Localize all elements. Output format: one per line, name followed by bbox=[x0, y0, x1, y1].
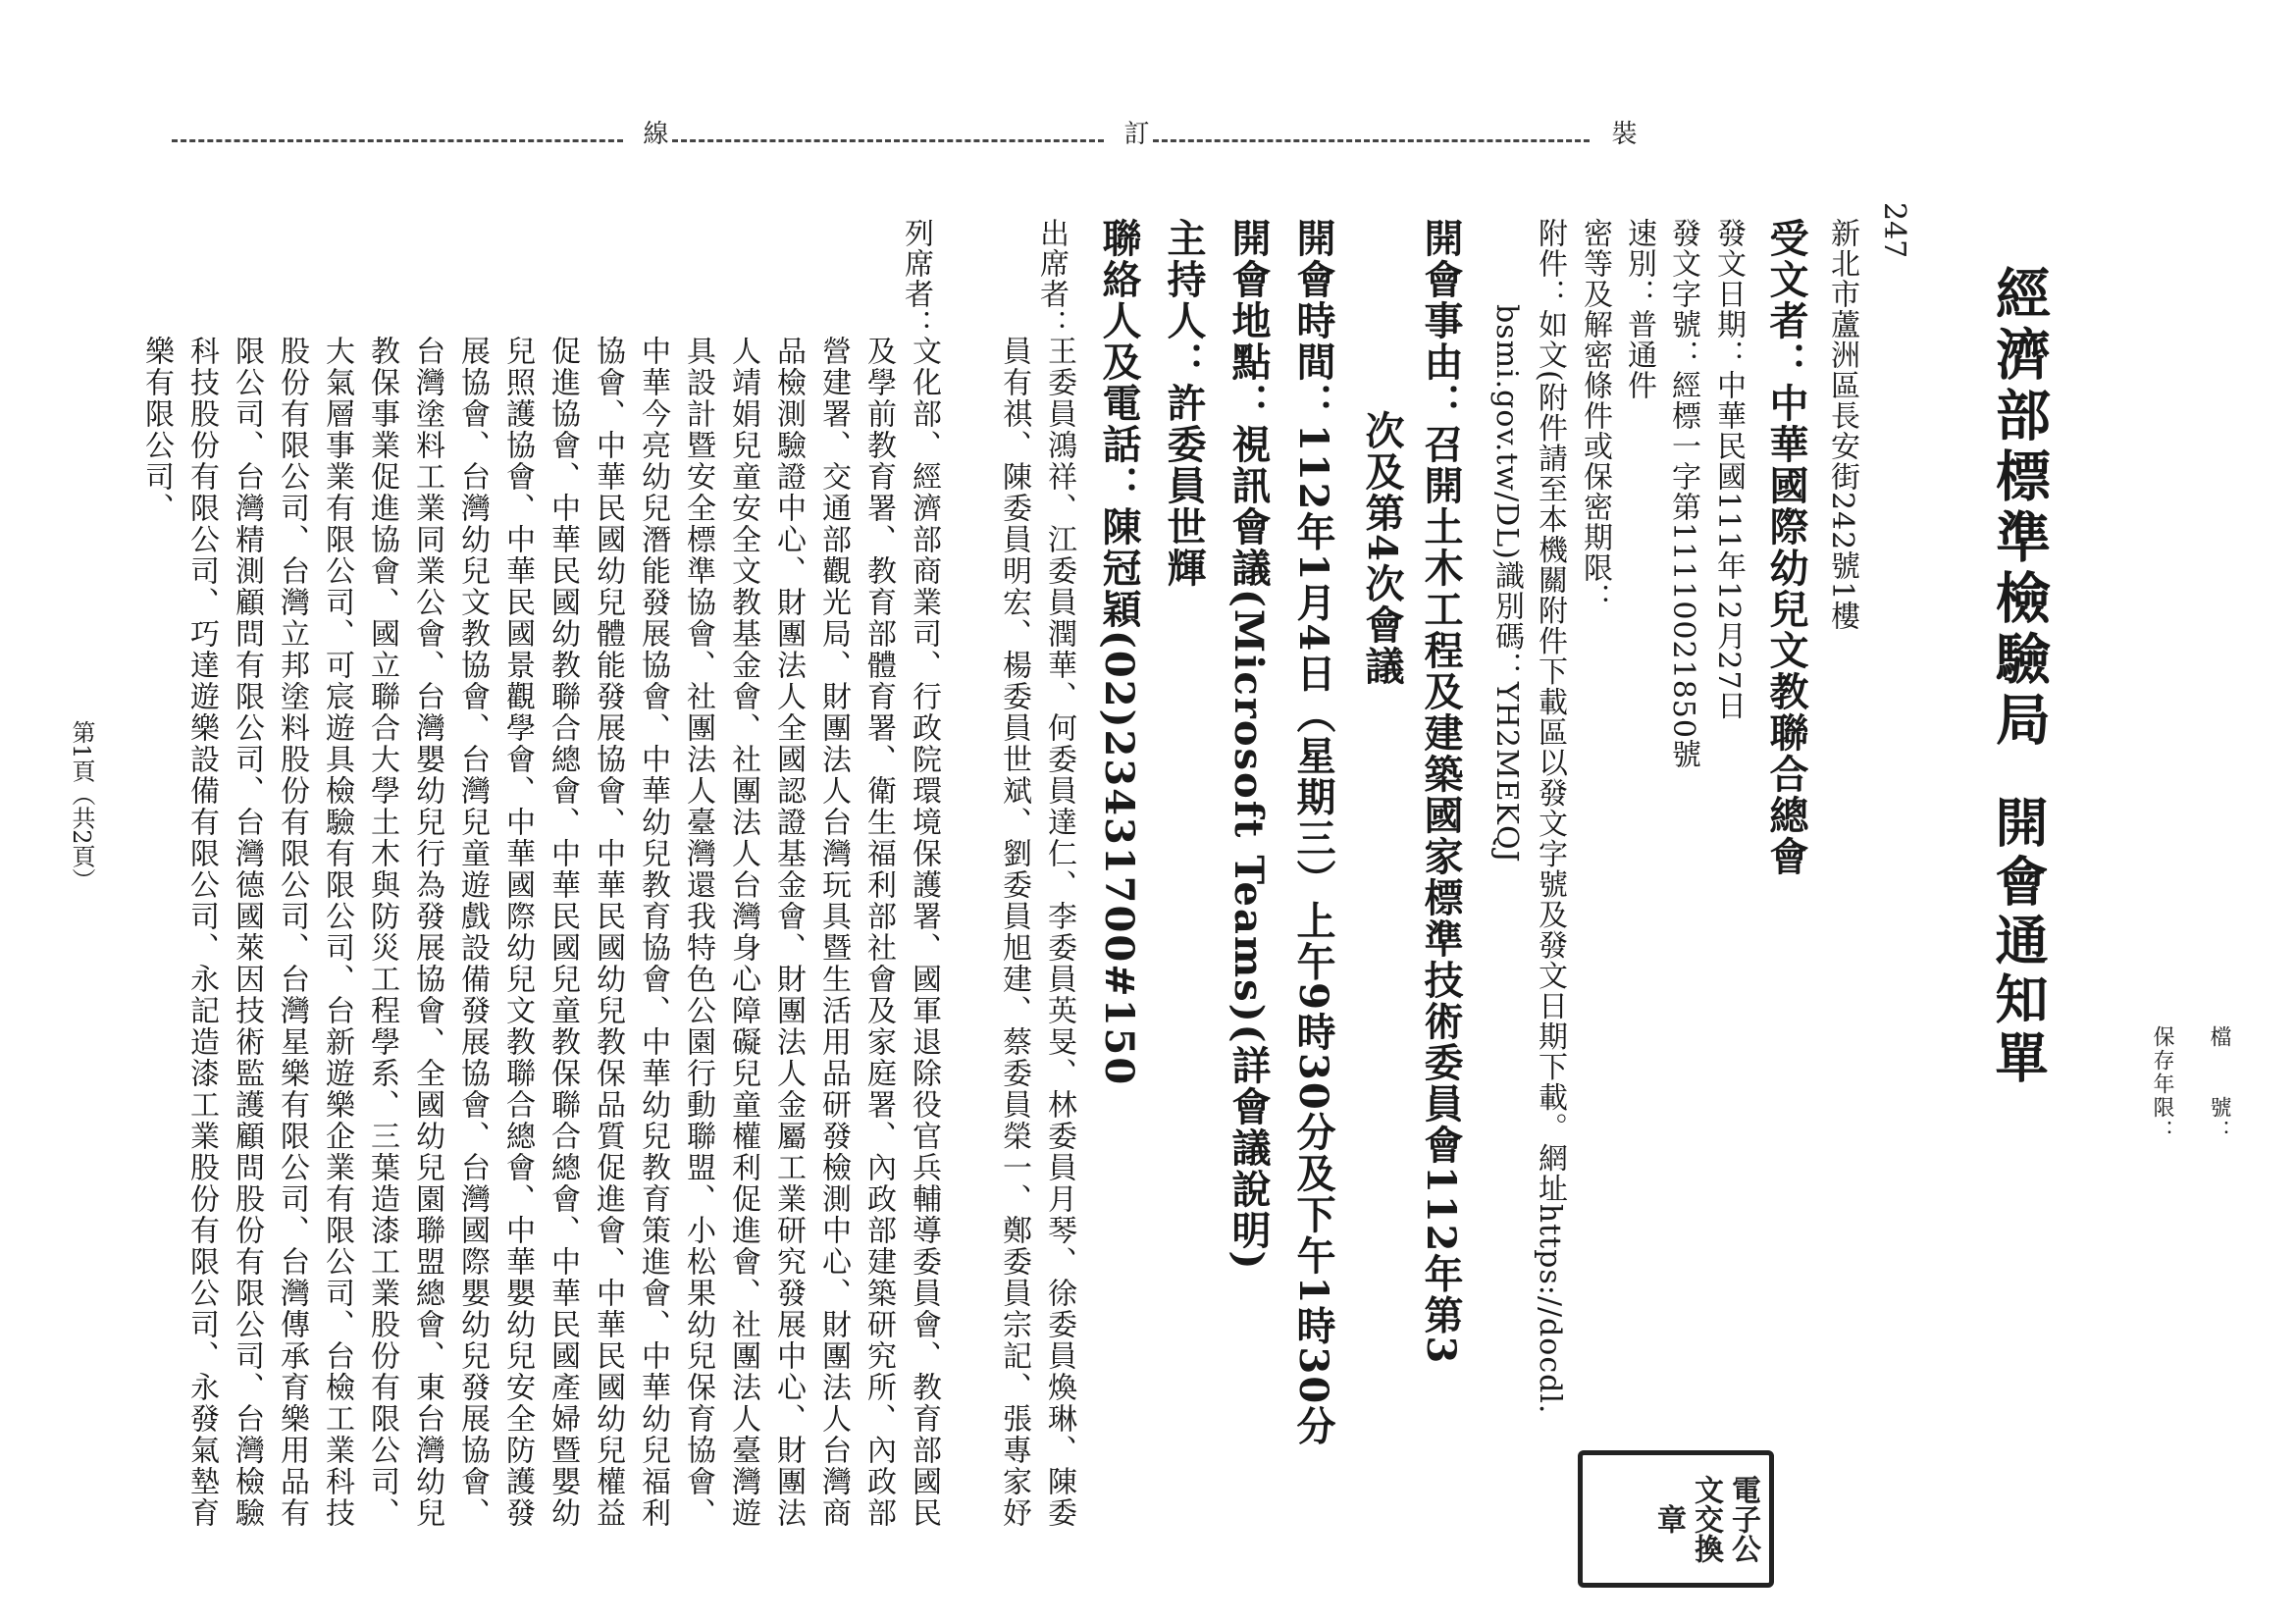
observers-label: 列席者： bbox=[899, 218, 933, 340]
host-name: 許委員世輝 bbox=[1161, 383, 1207, 589]
issue-number: 經標一字第11110021850號 bbox=[1666, 370, 1700, 769]
contact-label: 聯絡人及電話： bbox=[1096, 218, 1142, 506]
meeting-time-label: 開會時間： bbox=[1290, 218, 1336, 424]
present-label: 出席者： bbox=[1034, 218, 1069, 340]
meeting-place-label: 開會地點： bbox=[1226, 218, 1272, 424]
attachment-line bbox=[1533, 218, 1567, 1415]
issue-date-line bbox=[1711, 218, 1746, 721]
agency-title: 經濟部標準檢驗局 bbox=[1987, 265, 2052, 752]
issue-number-label: 發文字號： bbox=[1666, 218, 1700, 370]
present-list: 王委員鴻祥、江委員潤華、何委員達仁、李委員英旻、林委員月琴、徐委員煥琳、陳委員有祺、陳委員明宏、楊委員世斌、劉委員旭建、蔡委員榮一、鄭委員宗記、張專家妤 bbox=[997, 336, 1076, 1529]
attachment-text: 如文(附件請至本機關附件下載區以發文字號及發文日期下載。網址https://docdl. bbox=[1533, 309, 1567, 1415]
address: 新北市蘆洲區長安街242號1樓 bbox=[1825, 218, 1859, 632]
host-line bbox=[1161, 218, 1207, 589]
issue-number-line bbox=[1666, 218, 1700, 769]
meeting-place: 視訊會議(Microsoft Teams)(詳會議說明) bbox=[1226, 424, 1272, 1272]
page-footer: 第1頁（共2頁） bbox=[68, 720, 95, 892]
issue-date: 中華民國111年12月27日 bbox=[1711, 370, 1746, 721]
speed-line bbox=[1622, 218, 1656, 400]
recipient-line bbox=[1763, 218, 1809, 877]
recipient-label: 受文者： bbox=[1763, 218, 1809, 383]
retention-period-label: 保存年限： bbox=[2150, 1025, 2174, 1143]
official-seal bbox=[1578, 1450, 1774, 1588]
issue-date-label: 發文日期： bbox=[1711, 218, 1746, 370]
contact-info: 陳冠穎(02)23431700#150 bbox=[1096, 506, 1142, 1087]
binding-mark-bind: 裝 bbox=[1607, 120, 1637, 145]
binding-mark-staple: 訂 bbox=[1120, 120, 1149, 145]
attachment-label: 附件： bbox=[1533, 218, 1567, 309]
contact-line bbox=[1096, 218, 1142, 1087]
meeting-place-line bbox=[1226, 218, 1272, 1272]
meeting-reason: 召開土木工程及建築國家標準技術委員會112年第3 bbox=[1418, 424, 1464, 1366]
recipient-name: 中華國際幼兒文教聯合總會 bbox=[1763, 383, 1809, 877]
meeting-reason-line bbox=[1418, 218, 1464, 1366]
speed-value: 普通件 bbox=[1622, 309, 1656, 400]
secrecy-line bbox=[1578, 218, 1612, 613]
speed-label: 速別： bbox=[1622, 218, 1656, 309]
secrecy-label: 密等及解密條件或保密期限： bbox=[1578, 218, 1612, 613]
binding-line bbox=[172, 139, 623, 142]
attachment-line-2: bsmi.gov.tw/DL)識別碼：YH2MEKQJ bbox=[1489, 304, 1524, 864]
document-type-title: 開會通知單 bbox=[1987, 795, 2050, 1089]
observers-list: 文化部、經濟部商業司、行政院環境保護署、國軍退除役官兵輔導委員會、教育部國民及學前教育署、教育部體育署、衛生福利部社會及家庭署、內政部建築研究所、內政部營建署、交通部觀光局、財團法人台灣玩具暨生活用品研發檢測中心、財團法人台灣商品檢測驗證中心、財團法人全國認證基金會、財團法人金屬工業研究發展中心、財團法人靖娟兒童安全文教基金會、社團法人台灣身心障礙兒童權利促進會、社團法人臺灣遊具設計暨安全標準協會、社團法人臺灣還我特色公園行動聯盟、小松果幼兒保育協會、中華今亮幼兒潛能發展協會、中華幼兒教育協會、中華幼兒教育策進會、中華幼兒福利協會、中華民國幼兒體能發展協會、中華民國幼兒教保品質促進會、中華民國幼兒權益促進協會、中華民國幼教聯合總會、中華民國兒童教保聯合總會、中華民國產婦暨嬰幼兒照護協會、中華民國景觀學會、中華國際幼兒文教聯合總會、中華嬰幼兒安全防護發展協會、台灣幼兒文教協會、台灣兒童遊戲設備發展協會、台灣國際嬰幼兒發展協會、台灣塗料工業同業公會、台灣嬰幼兒行為發展協會、全國幼兒園聯盟總會、東台灣幼兒教保事業促進協會、國立聯合大學土木與防災工程學系、三葉造漆工業股份有限公司、大氣層事業有限公司、可宸遊具檢驗有限公司、台新遊樂企業有限公司、台檢工業科技股份有限公司、台灣立邦塗料股份有限公司、台灣星樂有限公司、台灣傳承育樂用品有限公司、台灣精測顧問有限公司、台灣德國萊因技術監護顧問股份有限公司、台灣檢驗科技股份有限公司、巧達遊樂設備有限公司、永記造漆工業股份有限公司、永發氣墊育樂有限公司、 bbox=[139, 336, 941, 1529]
seal-text: 電子公文交換章 bbox=[1651, 1475, 1760, 1563]
file-number-label: 檔 號： bbox=[2207, 1025, 2231, 1143]
page-number: 247 bbox=[1877, 202, 1911, 259]
binding-line bbox=[672, 139, 1104, 142]
meeting-reason-label: 開會事由： bbox=[1418, 218, 1464, 424]
meeting-time-line bbox=[1290, 218, 1336, 1447]
meeting-time: 112年1月4日（星期三）上午9時30分及下午1時30分 bbox=[1290, 424, 1336, 1447]
binding-line bbox=[1153, 139, 1590, 142]
host-label: 主持人： bbox=[1161, 218, 1207, 383]
binding-mark-line: 線 bbox=[639, 120, 668, 145]
meeting-reason-line-2: 次及第4次會議 bbox=[1359, 410, 1405, 687]
